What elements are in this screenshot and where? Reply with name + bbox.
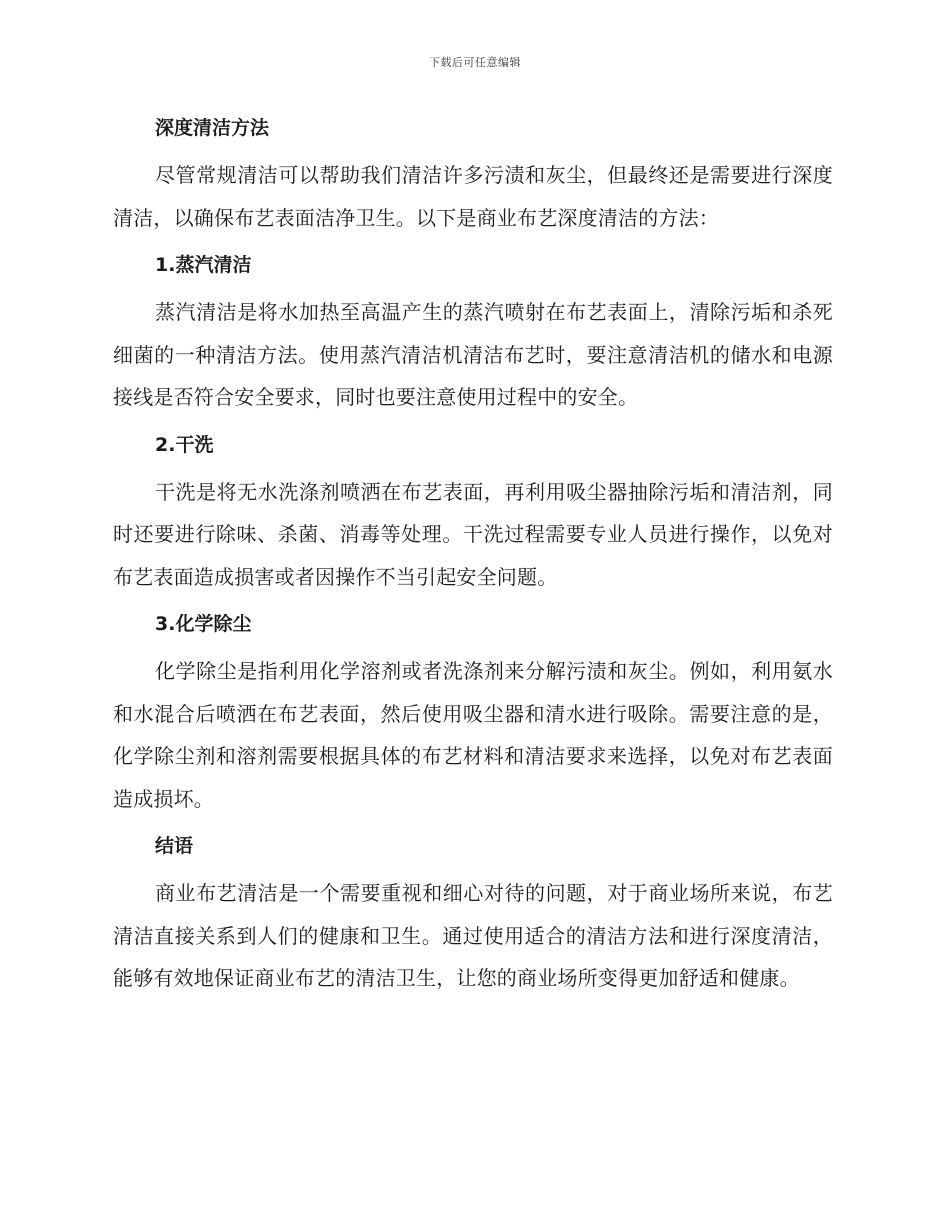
section-heading-steam-cleaning: 1.蒸汽清洁 [155,254,252,276]
section-paragraph-conclusion: 商业布艺清洁是一个需要重视和细心对待的问题，对于商业场所来说，布艺清洁直接关系到人们的健康和卫生。通过使用适合的清洁方法和进行深度清洁，能够有效地保证商业布艺的清洁卫生，让您的商业场所变得更加舒适和健康。 [113,881,833,990]
section-paragraph-deep-cleaning: 尽管常规清洁可以帮助我们清洁许多污渍和灰尘，但最终还是需要进行深度清洁，以确保布艺表面洁净卫生。以下是商业布艺深度清洁的方法： [113,163,833,230]
header-note: 下载后可任意编辑 [429,56,521,69]
section-paragraph-dry-cleaning: 干洗是将无水洗涤剂喷洒在布艺表面，再利用吸尘器抽除污垢和清洁剂，同时还要进行除味、杀菌、消毒等处理。干洗过程需要专业人员进行操作，以免对布艺表面造成损害或者因操作不当引起安全问题。 [113,479,833,589]
section-heading-chemical-dust-removal: 3.化学除尘 [155,613,252,635]
section-paragraph-steam-cleaning: 蒸汽清洁是将水加热至高温产生的蒸汽喷射在布艺表面上，清除污垢和杀死细菌的一种清洁方法。使用蒸汽清洁机清洁布艺时，要注意清洁机的储水和电源接线是否符合安全要求，同时也要注意使用过程中的安全。 [113,300,833,409]
section-heading-dry-cleaning: 2.干洗 [155,433,214,456]
section-heading-conclusion: 结语 [155,835,194,857]
document-body [113,106,833,1004]
section-paragraph-chemical-dust-removal: 化学除尘是指利用化学溶剂或者洗涤剂来分解污渍和灰尘。例如，利用氨水和水混合后喷洒在布艺表面，然后使用吸尘器和清水进行吸除。需要注意的是，化学除尘剂和溶剂需要根据具体的布艺材料和清洁要求来选择，以免对布艺表面造成损坏。 [113,659,833,811]
section-heading-deep-cleaning: 深度清洁方法 [155,117,270,139]
